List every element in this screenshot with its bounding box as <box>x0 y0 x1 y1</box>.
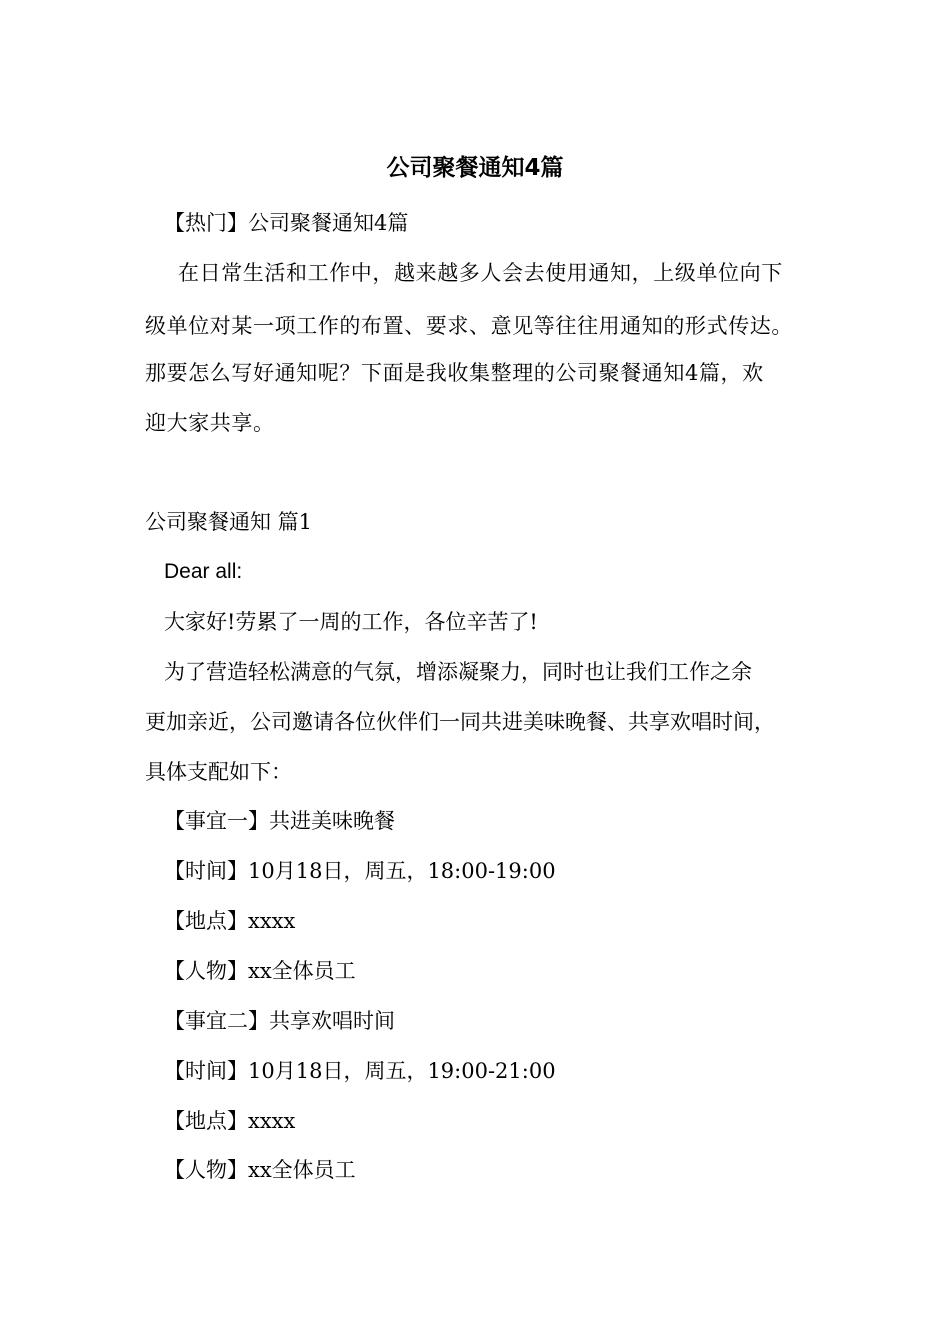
greeting: Dear all: <box>164 560 243 583</box>
section-heading: 公司聚餐通知 篇1 <box>145 510 313 534</box>
list-item: 【人物】xx全体员工 <box>164 1158 356 1182</box>
intro-line-4: 迎大家共享。 <box>145 411 275 435</box>
list-item: 【事宜二】共享欢唱时间 <box>164 1009 395 1033</box>
opening-line: 大家好!劳累了一周的工作，各位辛苦了! <box>164 610 538 634</box>
list-item: 【地点】xxxx <box>164 909 296 933</box>
document-subtitle: 【热门】公司聚餐通知4篇 <box>164 211 409 235</box>
list-item: 【地点】xxxx <box>164 1109 296 1133</box>
body-line-2: 更加亲近，公司邀请各位伙伴们一同共进美味晚餐、共享欢唱时间， <box>145 710 775 734</box>
list-item: 【时间】10月18日，周五，18:00-19:00 <box>164 859 556 883</box>
list-item: 【事宜一】共进美味晚餐 <box>164 809 395 833</box>
list-item: 【时间】10月18日，周五，19:00-21:00 <box>164 1059 556 1083</box>
intro-line-1: 在日常生活和工作中，越来越多人会去使用通知，上级单位向下 <box>178 261 783 285</box>
list-item: 【人物】xx全体员工 <box>164 959 356 983</box>
body-line-1: 为了营造轻松满意的气氛，增添凝聚力，同时也让我们工作之余 <box>164 660 752 684</box>
body-line-3: 具体支配如下： <box>145 760 292 784</box>
intro-line-3: 那要怎么写好通知呢？下面是我收集整理的公司聚餐通知4篇，欢 <box>145 361 764 385</box>
intro-line-2: 级单位对某一项工作的布置、要求、意见等往往用通知的形式传达。 <box>145 314 793 338</box>
document-title: 公司聚餐通知4篇 <box>386 155 564 181</box>
